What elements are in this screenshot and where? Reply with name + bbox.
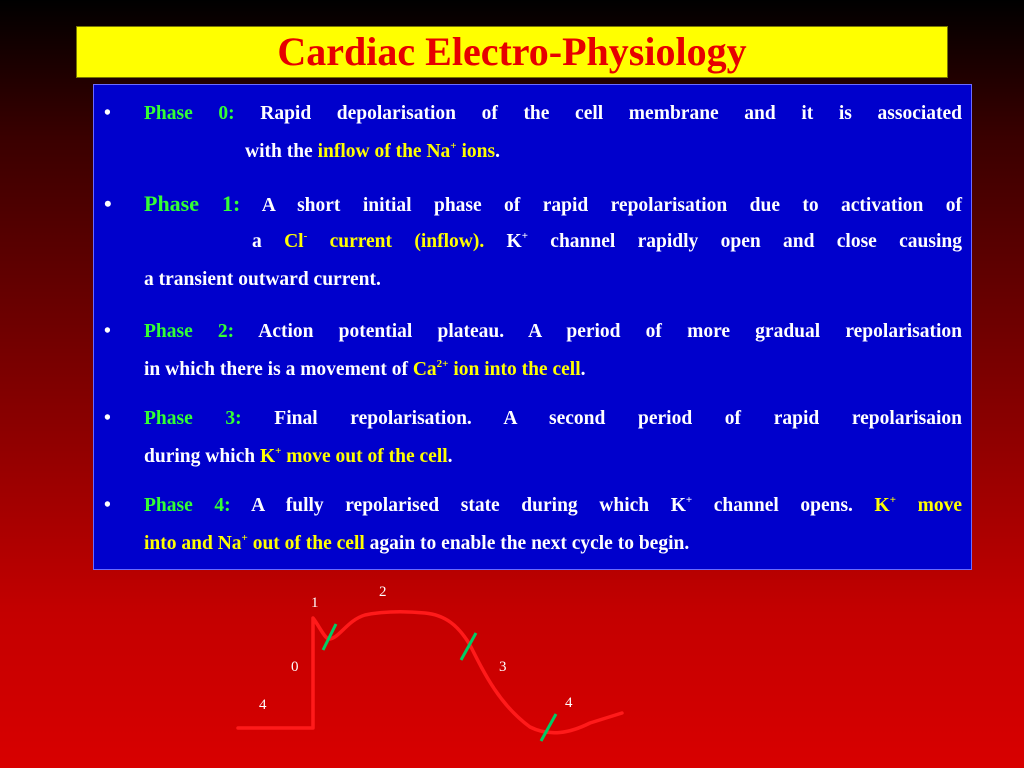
phase-0-text-2: with the [245,141,318,162]
bullet-dot: • [104,321,111,342]
bullet-dot: • [104,103,111,124]
phase-4-label: Phase 4: [144,495,231,516]
phase-1-label: Phase 1: [144,191,241,216]
phase-1-text-3: a transient outward current. [144,269,381,290]
action-potential-diagram [230,575,650,765]
phase-2-line-1 [144,313,962,351]
phase-2-text-2: in which there is a movement of [144,359,413,380]
content-panel [93,84,972,570]
phase-3-text: Final repolarisation. A second period of rapid repolarisaion [274,408,962,429]
phase-1-end: channel rapidly open and close causing [527,231,962,252]
phase-3-end: . [447,446,453,467]
phase-2-end: . [580,359,586,380]
phase-2-sup: 2+ [436,358,449,370]
phase-0-end: . [495,141,500,162]
phase-1-text-2: a [252,231,285,252]
phase-1-line-2 [144,223,962,261]
phase-2-line-2 [144,351,962,389]
phase-0-label: Phase 0: [144,103,235,124]
phase-4-sup-3: + [241,532,248,544]
bullet-dot: • [104,495,111,516]
phase-4-highlight-4: out of the cell [247,533,365,554]
phase-3-highlight-2: move out of the cell [281,446,448,467]
phase-4-mid: channel opens. [692,495,875,516]
phase-1-sup: - [303,230,308,242]
phase-1-sup-2: + [521,230,528,242]
phase-0-text: Rapid depolarisation of the cell membrane and it is associated [260,103,963,124]
phase-3-text-2: during which [144,446,260,467]
phase-1-text: A short initial phase of rapid repolarisation due to activation of [261,195,962,216]
phase-0-highlight: inflow of the Na [317,141,451,162]
title-banner [76,26,948,78]
phase-2-highlight-2: ion into the cell [448,359,581,380]
phase-2-highlight: Ca [412,359,437,380]
diagram-label: 4 [259,697,267,713]
diagram-label: 2 [379,584,387,600]
phase-1-highlight-2: current (inflow). [307,231,485,252]
phase-4-end: again to enable the next cycle to begin. [364,533,690,554]
phase-1-mid: K [484,231,522,252]
phase-0-line-1 [144,95,962,133]
phase-1-highlight: Cl [284,231,304,252]
phase-3-sup: + [275,445,282,457]
phase-3-line-2 [144,438,962,476]
phase-1-line-3 [144,261,962,299]
bullet-dot: • [104,408,111,429]
diagram-label: 0 [291,659,299,675]
diagram-label: 3 [499,659,507,675]
phase-3-label: Phase 3: [144,408,242,429]
phase-boundary-marker [541,714,556,741]
bullet-dot: • [104,191,112,216]
slide-title: Cardiac Electro-Physiology [277,29,747,74]
phase-0-line-2 [144,133,962,171]
diagram-label: 1 [311,595,319,611]
phase-4-highlight: K [874,495,890,516]
phase-4-highlight-2: move [895,495,962,516]
diagram-label: 4 [565,695,573,711]
phase-4-text: A fully repolarised state during which K [251,495,686,516]
phase-3-highlight: K [259,446,276,467]
phase-2-text: Action potential plateau. A period of more gradual repolarisation [258,321,962,342]
phase-0-highlight-2: ions [456,141,496,162]
phase-0-sup: + [450,140,457,152]
phase-4-line-2 [144,525,962,563]
phase-2-label: Phase 2: [144,321,235,342]
phase-4-sup-2: + [889,494,896,506]
phase-4-highlight-3: into and Na [144,533,242,554]
phase-4-line-1 [144,487,962,525]
phase-3-line-1 [144,400,962,438]
phase-4-sup: + [685,494,693,506]
phase-1-line-1 [144,185,962,223]
